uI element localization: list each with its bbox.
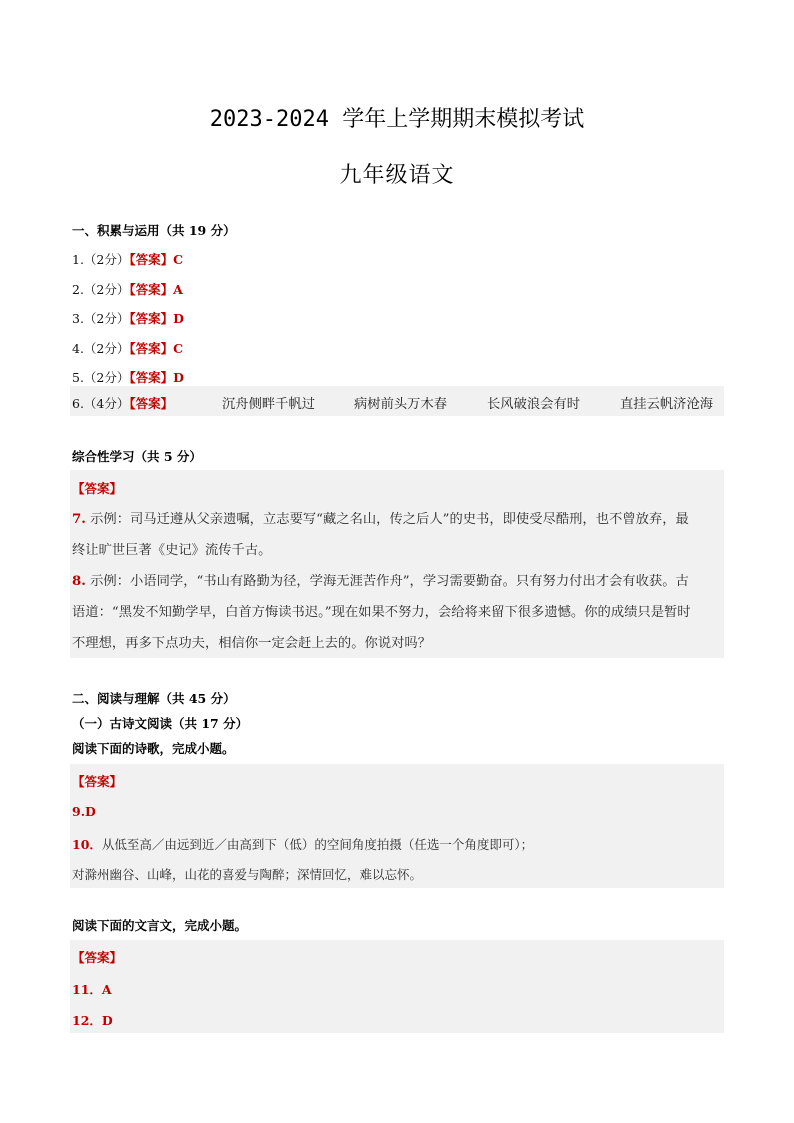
answer-value: A	[173, 282, 183, 297]
poem-answer-4: 直挂云帆济沧海	[620, 397, 714, 412]
q10-answer-line-2: 对滁州幽谷、山峰，山花的喜爱与陶醉；深情回忆，难以忘怀。	[72, 867, 423, 882]
answer-value: D	[173, 311, 184, 326]
answer-tag: 【答案】	[72, 950, 123, 965]
poem-answer-2: 病树前头万木春	[354, 397, 448, 412]
poem-answer-1: 沉舟侧畔千帆过	[222, 397, 316, 412]
q7-line-2: 终让旷世巨著《史记》流传千古。	[72, 543, 272, 558]
q8-line-2: 语道：“黑发不知勤学早，白首方悔读书迟。”现在如果不努力，会给将来留下很多遗憾。你的成绩只是暂时	[72, 605, 691, 620]
comprehensive-heading: 综合性学习（共 5 分）	[72, 449, 202, 464]
q12-value: D	[101, 1013, 113, 1028]
answer-row-3	[72, 309, 184, 327]
page-title: 2023-2024 学年上学期期末模拟考试	[209, 107, 585, 132]
poem-intro: 阅读下面的诗歌，完成小题。	[72, 741, 235, 756]
question-prefix: 5.（2分）	[72, 370, 130, 385]
answer-tag: 【答案】	[72, 481, 123, 496]
q7-answer	[72, 504, 724, 566]
q8-line-1: 示例：小语同学，“书山有路勤为径，学海无涯苦作舟”，学习需要勤奋。只有努力付出才会有收获。古	[90, 574, 689, 589]
q7-number: 7.	[72, 512, 86, 527]
answer-tag: 【答案】	[129, 341, 174, 356]
poem-answer-tag	[72, 772, 122, 790]
q11-value: A	[101, 982, 112, 997]
q8-answer	[72, 566, 724, 659]
question-prefix: 1.（2分）	[72, 252, 130, 267]
comprehensive-answer-tag	[72, 479, 122, 497]
q11-answer	[72, 980, 112, 998]
q8-line-3: 不理想，再多下点功夫，相信你一定会赶上去的。你说对吗？	[72, 636, 432, 651]
q7-line-1: 示例：司马迁遵从父亲遗嘱，立志要写“藏之名山，传之后人”的史书，即使受尽酷刑，也不曾放弃，最	[90, 512, 689, 527]
question-prefix: 2.（2分）	[72, 282, 130, 297]
answer-tag: 【答案】	[129, 311, 174, 326]
section2-heading: 二、阅读与理解（共 45 分）	[72, 691, 236, 706]
answer-row-5	[72, 368, 184, 386]
q10-answer-line-1	[72, 835, 533, 853]
answer-tag: 【答案】	[129, 282, 174, 297]
q12-number: 12．	[72, 1013, 102, 1028]
answer-tag: 【答案】	[129, 252, 174, 267]
q8-number: 8.	[72, 574, 86, 589]
answer-row-4	[72, 339, 183, 357]
answer-value: D	[173, 370, 184, 385]
answer-tag: 【答案】	[72, 774, 123, 789]
answer-row-6	[72, 394, 173, 412]
section2-subheading: （一）古诗文阅读（共 17 分）	[72, 716, 249, 731]
section1-heading: 一、积累与运用（共 19 分）	[72, 223, 236, 238]
answer-tag: 【答案】	[129, 396, 174, 411]
prose-intro: 阅读下面的文言文，完成小题。	[72, 918, 248, 933]
question-prefix: 6.（4分）	[72, 396, 130, 411]
q10-text: 从低至高／由远到近／由高到下（低）的空间角度拍摄（任选一个角度即可）；	[101, 837, 534, 852]
answer-tag: 【答案】	[129, 370, 174, 385]
poem-answer-3: 长风破浪会有时	[487, 397, 581, 412]
answer-value: C	[173, 341, 184, 356]
q12-answer	[72, 1011, 113, 1029]
q9-answer: 9.D	[72, 804, 96, 819]
question-prefix: 3.（2分）	[72, 311, 130, 326]
answer-row-1	[72, 250, 183, 268]
q10-number: 10．	[72, 837, 102, 852]
answer-row-2	[72, 280, 183, 298]
prose-answer-tag	[72, 948, 122, 966]
page-subtitle: 九年级语文	[339, 163, 455, 188]
prose-answer-shade	[70, 940, 724, 1033]
question-prefix: 4.（2分）	[72, 341, 130, 356]
answer-value: C	[173, 252, 184, 267]
q11-number: 11．	[72, 982, 102, 997]
